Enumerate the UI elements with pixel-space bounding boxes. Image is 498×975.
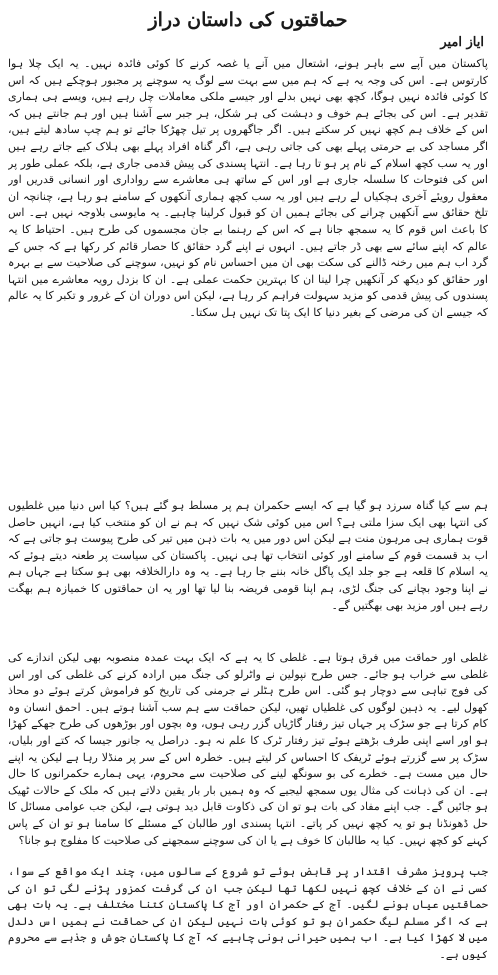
article-paragraph: جب پرویز مشرف اقتدار پر قابض ہوئے تو شروع کے سالوں میں، چند ایک مواقع کے سوا، کسی نے ان کے خلاف کچھ نہیں لکھا تھا لیکن جب ان کی گرفت کمزور پڑنے لگی تو ان کی حماقتیں عیاں ہونے لگیں۔ آج کے حکمران اور آج کا پاکستان کتنا مختلف ہے۔ یہ بات بھی ہے کہ اگر مسلم لیگ حکمران ہو تو کوئی بات نہیں لیکن ان کی حماقت نے ہمیں اس دلدل میں لا کھڑا کیا ہے۔ اب ہمیں حیرانی ہونی چاہیے کہ آج کا پاکستان جوش و جذبے سے محروم کیوں ہے۔ — [8, 865, 488, 960]
author-name: ایاز امیر — [440, 35, 484, 50]
article-paragraph: پاکستان میں آپے سے باہر ہونے، اشتعال میں آنے یا غصہ کرنے کا کوئی فائدہ نہیں۔ یہ ایک چلا ہوا کارتوس ہے۔ اس کی وجہ یہ ہے کہ ہم میں سے بہت سے لوگ یہ سوچنے پر مجبور ہوچکے ہیں کہ اس کا کوئی فائدہ نہیں ہوگا، کچھ بھی نہیں بدلے اور جیسے ملکی معاملات چل رہے ہیں، ویسے ہی ہماری تقدیر ہے۔ اس کی بجائے ہم خوف و دہشت کی ہر شکل، ہر جبر سے آشنا ہیں اور ہم جانتے ہیں کہ اس کے خلاف ہم کچھ نہیں کر سکتے ہیں۔ اگر جاگھروں پر تیل چھڑکا جائے تو ہم چپ سادھ لیتے ہیں، اگر مساجد کی بے حرمتی پہلے بھی کی جاتی رہی ہے، اگر گناہ افراد پہلے بھی ہلاک کیے جاتے رہے ہیں اور یہ سب کچھ اسلام کے نام پر ہو تا رہا ہے۔ انتہا پسندی کی پیش قدمی جاری ہے، بلکہ عملی طور پر اس کی فتوحات کا سلسلہ جاری ہے اور اس کے ساتھ ہی معاشرے سے رواداری اور انسانی قدریں اور معقول رویئے آخری ہچکیاں لے رہے ہیں اور یہ سب کچھ ہماری آنکھوں کے سامنے ہو رہا ہے، چنانچہ ان تلخ حقائق سے آنکھیں چرانے کی بجائے ہمیں ان کو قبول کرلینا چاہیے۔ یہ مایوسی بلاوجہ نہیں ہے۔ اس کا باعث اس قوم کا یہ سمجھ جانا ہے کہ اس کے رہنما بے جان مجسموں کی طرح ہیں۔ احتیاط کا یہ عالم کہ اپنے سائے سے بھی ڈر جاتے ہیں۔ انہوں نے اپنے گرد حقائق کا حصار قائم کر رکھا ہے کہ جس کے گرد اب ہم میں رخنہ ڈالنے کی سکت بھی ان میں احساس نام کو نہیں، سوچنے کی صلاحیت سے بے بہرہ اور حقائق کو دیکھ کر آنکھیں چرا لینا ان کا بہترین حکمت عملی ہے۔ ان کا بزدل رویہ معاشرے میں انتہا پسندوں کی پیش قدمی کو مزید سہولت فراہم کر رہا ہے، لیکن اس دوران ان کے غرور و تکبر کا یہ عالم کہ جیسے ان کی مرضی کے بغیر دنیا کا ایک پتا تک نہیں ہل سکتا۔ — [8, 57, 488, 319]
article-paragraph: ہم سے کیا گناہ سرزد ہو گیا ہے کہ ایسے حکمران ہم پر مسلط ہو گئے ہیں؟ کیا اس دنیا میں غلطیوں کی انتہا بھی ایک سزا ملتی ہے؟ اس میں کوئی شک نہیں کہ ہم نے ان کو منتخب کیا ہے، انہیں حاصل قوت ہماری ہی مرہون منت ہے لیکن اس دور میں یہ بات ذہن میں تیر کی طرح پیوست ہو جاتی ہے کہ اب بد قسمت قوم کے سامنے اور کوئی انتخاب تھا ہی نہیں۔ پاکستان کی سیاست پر طعنہ دیتے ہوئے کہ یہ اسلام کا قلعہ ہے جو جلد ایک پاگل خانہ بننے جا رہا ہے۔ یہ وہ دارالخلافہ بھی ہو سکتا ہے جہاں ہم نے اپنا وجود بچانے کی جنگ لڑی، ہم اپنا قومی فریضہ بنا لیا تھا اور یہ ان حماقتوں کا خمیازہ ہم بھگت رہے ہیں اور مزید بھی بھگتیں گے۔ — [8, 499, 488, 612]
article-title: حماقتوں کی داستان دراز — [148, 9, 348, 31]
article-paragraph: غلطی اور حماقت میں فرق ہوتا ہے۔ غلطی کا یہ ہے کہ ایک بہت عمدہ منصوبہ بھی لیکن اندازے کی غلطی سے خراب ہو جائے۔ جس طرح نپولین نے واٹرلو کی جنگ میں ارادہ کرنے کی غلطی کی اور اس کی فوج تباہی سے دوچار ہو گئی۔ اس طرح ہٹلر نے جرمنی کی تاریخ کو فراموش کرتے ہوئے دو محاذ کھول لیے۔ یہ ذہین لوگوں کی غلطیاں تھیں، لیکن حماقت سے ہم سب آشنا ہوتے ہیں۔ احمق انسان وہ کام کرتا ہے جو سڑک پر جہاں تیز رفتار گاڑیاں گزر رہی ہوں، وہ بچوں اور بوڑھوں کی طرح جھکے کھڑا ہو اور اسے اپنی طرف بڑھتے ہوئے تیز رفتار ٹرک کا علم نہ ہو۔ دراصل یہ جانور جیسا کہ کتے اور بلیاں، سڑک پر سے گزرتے ہوئے ٹریفک کا احساس کر لیتے ہیں۔ خطرہ اس کے سر پر منڈلا رہا ہے لیکن یہ اپنے حال میں مست ہے۔ خطرے کی بو سونگھ لینے کی صلاحیت سے محروم، یہی ہمارے حکمرانوں کا حال ہے۔ ان کی ذہانت کی مثال یوں سمجھ لیجیے کہ وہ ہمیں بار بار یقین دلاتے ہیں کہ ملک کے حالات ٹھیک ہو جائیں گے۔ جب اپنے مفاد کی بات ہو تو ان کی ذکاوت قابل دید ہوتی ہے، لیکن جب عوامی مسائل کا حل ڈھونڈنا ہو تو یہ کچھ نہیں کر پاتے۔ انتہا پسندی اور طالبان کے مسئلے کا سامنا ہو تو ان کے پاس کہنے کو کچھ نہیں۔ کیا یہ طالبان کا خوف ہے یا ان کی سوچنے سمجھنے کی صلاحیت کا مفلوج ہو جانا؟ — [8, 651, 488, 847]
